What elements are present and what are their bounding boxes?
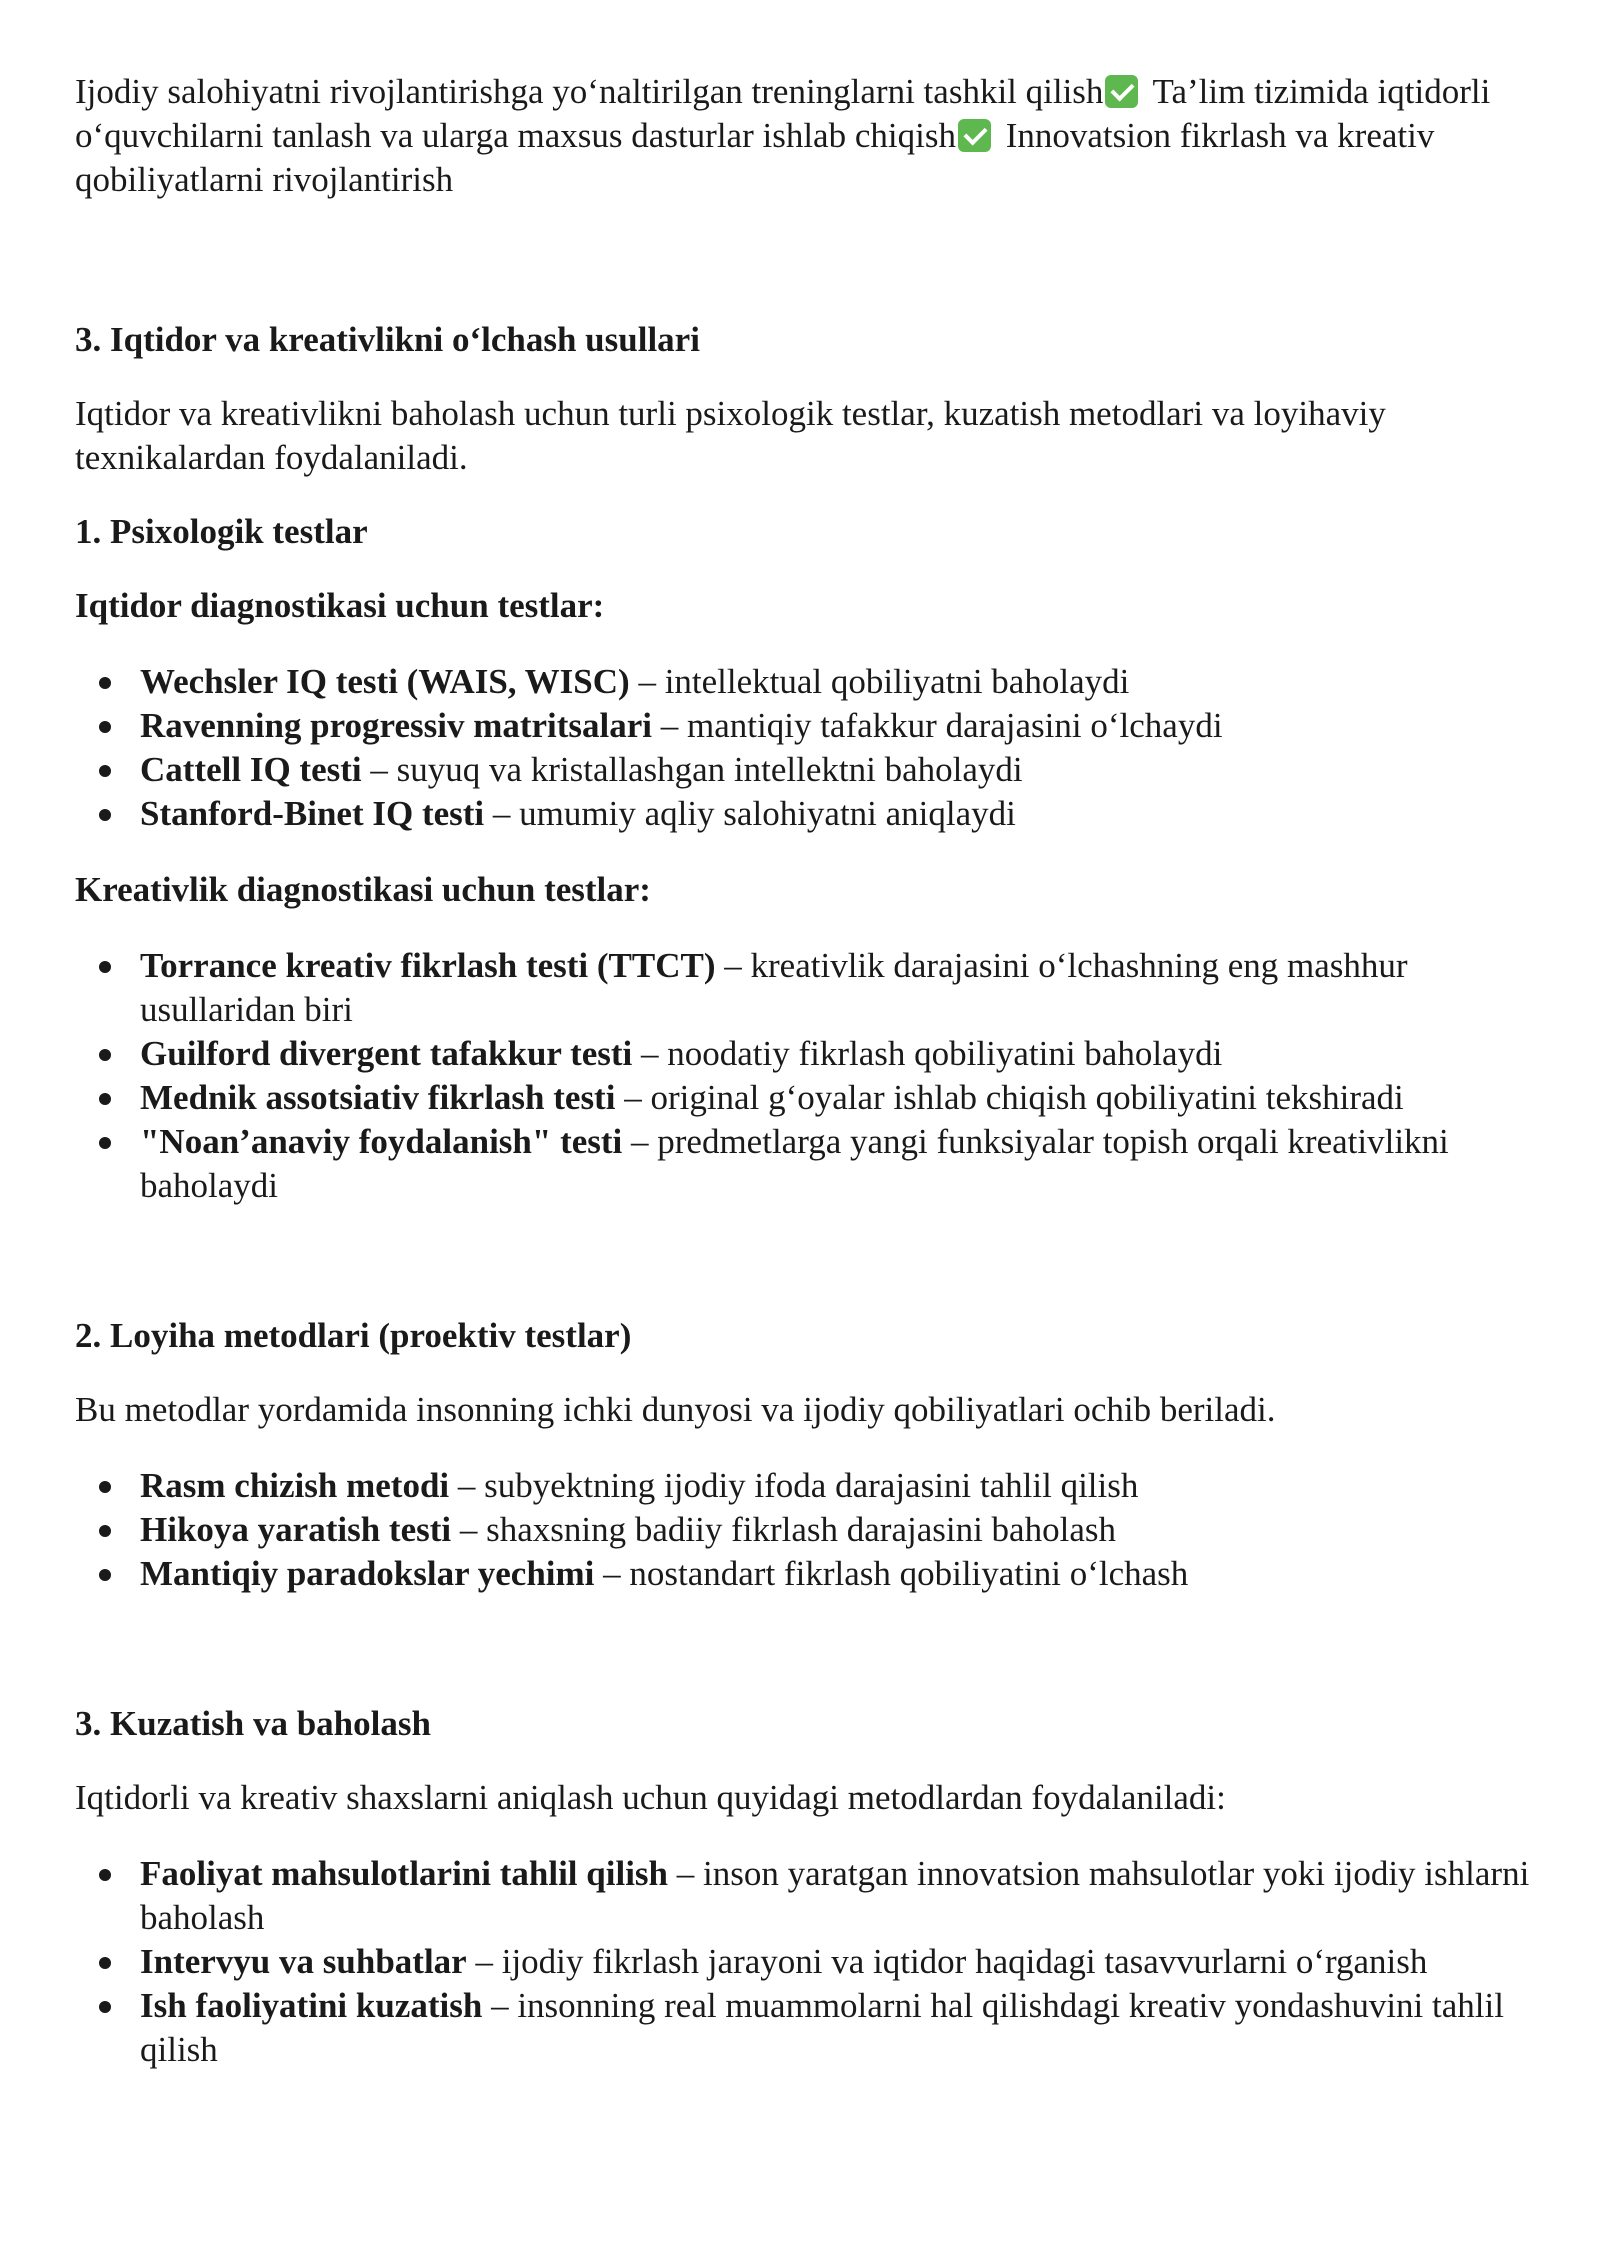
list-item	[75, 660, 1545, 704]
creativity-tests-heading: Kreativlik diagnostikasi uchun testlar:	[75, 870, 651, 909]
bullet-icon	[99, 677, 111, 689]
intro-text-3: Innovatsion fikrlash va kreativ qobiliyatlarni rivojlantirish	[75, 116, 1435, 199]
item-desc: – shaxsning badiiy fikrlash darajasini baholash	[451, 1510, 1116, 1549]
item-term: Mednik assotsiativ fikrlash testi	[140, 1078, 616, 1117]
list-item	[75, 944, 1545, 1032]
intro-text-1: Ijodiy salohiyatni rivojlantirishga yo‘naltirilgan treninglarni tashkil qilish	[75, 72, 1104, 111]
item-desc: – ijodiy fikrlash jarayoni va iqtidor haqidagi tasavvurlarni o‘rganish	[466, 1942, 1428, 1981]
list-item	[75, 792, 1545, 836]
item-term: Cattell IQ testi	[140, 750, 362, 789]
item-desc: – mantiqiy tafakkur darajasini o‘lchaydi	[652, 706, 1223, 745]
bullet-icon	[99, 1137, 111, 1149]
check-mark-icon	[1105, 75, 1138, 108]
item-term: "Noan’anaviy foydalanish" testi	[140, 1122, 623, 1161]
projective-list	[75, 1464, 1545, 1596]
item-desc: – noodatiy fikrlash qobiliyatini baholaydi	[632, 1034, 1223, 1073]
intro-paragraph	[75, 70, 1545, 202]
item-term: Guilford divergent tafakkur testi	[140, 1034, 633, 1073]
list-item	[75, 1120, 1545, 1208]
item-term: Wechsler IQ testi (WAIS, WISC)	[140, 662, 630, 701]
item-term: Intervyu va suhbatlar	[140, 1942, 467, 1981]
bullet-icon	[99, 809, 111, 821]
bullet-icon	[99, 765, 111, 777]
bullet-icon	[99, 1869, 111, 1881]
item-term: Torrance kreativ fikrlash testi (TTCT)	[140, 946, 716, 985]
bullet-icon	[99, 1569, 111, 1581]
item-desc: – inson yaratgan innovatsion mahsulotlar yoki ijodiy ishlarni baholash	[140, 1854, 1530, 1937]
list-item	[75, 1852, 1545, 1940]
item-term: Stanford-Binet IQ testi	[140, 794, 485, 833]
list-item	[75, 748, 1545, 792]
item-term: Faoliyat mahsulotlarini tahlil qilish	[140, 1854, 669, 1893]
item-desc: – insonning real muammolarni hal qilishdagi kreativ yondashuvini tahlil qilish	[140, 1986, 1504, 2069]
observation-heading: 3. Kuzatish va baholash	[75, 1704, 431, 1743]
list-item	[75, 1464, 1545, 1508]
observation-list	[75, 1852, 1545, 2072]
iq-tests-heading: Iqtidor diagnostikasi uchun testlar:	[75, 586, 605, 625]
list-item	[75, 1508, 1545, 1552]
item-desc: – subyektning ijodiy ifoda darajasini tahlil qilish	[449, 1466, 1139, 1505]
check-mark-icon	[958, 119, 991, 152]
psych-tests-heading: 1. Psixologik testlar	[75, 512, 368, 551]
document-page	[75, 70, 1545, 2072]
item-term: Ish faoliyatini kuzatish	[140, 1986, 483, 2025]
bullet-icon	[99, 721, 111, 733]
list-item	[75, 1552, 1545, 1596]
observation-lead: Iqtidorli va kreativ shaxslarni aniqlash uchun quyidagi metodlardan foydalaniladi:	[75, 1778, 1226, 1817]
item-term: Hikoya yaratish testi	[140, 1510, 452, 1549]
item-desc: – original g‘oyalar ishlab chiqish qobiliyatini tekshiradi	[615, 1078, 1404, 1117]
item-desc: – kreativlik darajasini o‘lchashning eng mashhur usullaridan biri	[140, 946, 1408, 1029]
bullet-icon	[99, 1093, 111, 1105]
section-heading: 3. Iqtidor va kreativlikni o‘lchash usullari	[75, 320, 700, 359]
item-desc: – nostandart fikrlash qobiliyatini o‘lchash	[594, 1554, 1189, 1593]
intro-text-2: Ta’lim tizimida iqtidorli o‘quvchilarni tanlash va ularga maxsus dasturlar ishlab chiqish	[75, 72, 1491, 155]
bullet-icon	[99, 1049, 111, 1061]
item-desc: – umumiy aqliy salohiyatni aniqlaydi	[484, 794, 1016, 833]
list-item	[75, 704, 1545, 748]
bullet-icon	[99, 961, 111, 973]
item-term: Ravenning progressiv matritsalari	[140, 706, 653, 745]
list-item	[75, 1984, 1545, 2072]
list-item	[75, 1076, 1545, 1120]
list-item	[75, 1032, 1545, 1076]
item-term: Mantiqiy paradokslar yechimi	[140, 1554, 595, 1593]
item-term: Rasm chizish metodi	[140, 1466, 450, 1505]
item-desc: – predmetlarga yangi funksiyalar topish orqali kreativlikni baholaydi	[140, 1122, 1449, 1205]
list-item	[75, 1940, 1545, 1984]
creativity-tests-list	[75, 944, 1545, 1208]
projective-heading: 2. Loyiha metodlari (proektiv testlar)	[75, 1316, 632, 1355]
bullet-icon	[99, 1481, 111, 1493]
iq-tests-list	[75, 660, 1545, 836]
bullet-icon	[99, 2001, 111, 2013]
section-lead: Iqtidor va kreativlikni baholash uchun turli psixologik testlar, kuzatish metodlari va loyihaviy texnikalardan foydalaniladi.	[75, 394, 1386, 477]
item-desc: – suyuq va kristallashgan intellektni baholaydi	[361, 750, 1023, 789]
projective-lead: Bu metodlar yordamida insonning ichki dunyosi va ijodiy qobiliyatlari ochib beriladi.	[75, 1390, 1276, 1429]
item-desc: – intellektual qobiliyatni baholaydi	[629, 662, 1130, 701]
bullet-icon	[99, 1957, 111, 1969]
bullet-icon	[99, 1525, 111, 1537]
